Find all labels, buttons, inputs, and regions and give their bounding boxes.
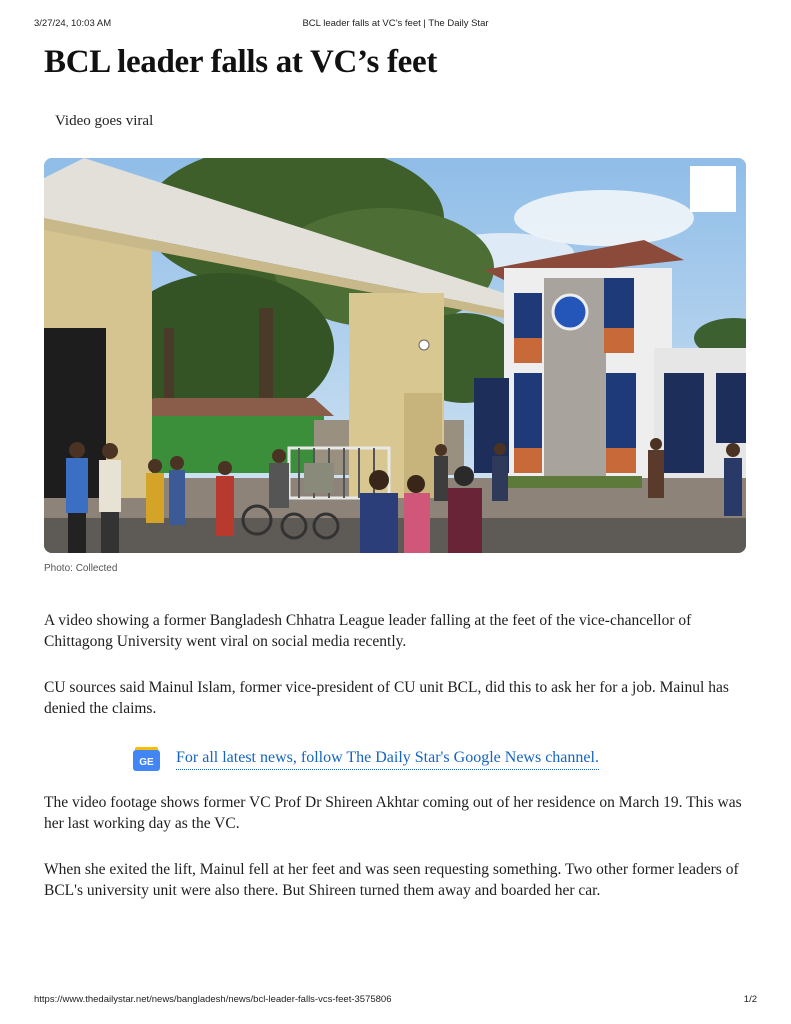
print-header [34, 18, 757, 32]
print-page-title: BCL leader falls at VC’s feet | The Daily Star [302, 18, 489, 29]
print-datetime: 3/27/24, 10:03 AM [34, 18, 112, 29]
google-news-link[interactable]: For all latest news, follow The Daily Star's Google News channel. [176, 748, 599, 770]
google-news-promo[interactable] [132, 744, 599, 774]
page-number: 1/2 [743, 994, 757, 1005]
google-news-icon-text: GE [139, 757, 154, 768]
print-url: https://www.thedailystar.net/news/bangladesh/news/bcl-leader-falls-vcs-feet-3575806 [34, 994, 392, 1005]
article-paragraph: A video showing a former Bangladesh Chhatra League leader falling at the feet of the vice-chancellor of Chittagong University went viral on social media recently. [44, 612, 692, 650]
photo-caption: Photo: Collected [44, 563, 118, 574]
article-subheadline: Video goes viral [55, 113, 154, 129]
article-headline: BCL leader falls at VC’s feet [44, 44, 438, 80]
google-news-icon[interactable] [132, 746, 161, 772]
article-paragraph: The video footage shows former VC Prof Dr Shireen Akhtar coming out of her residence on March 19. This was her last working day as the VC. [44, 794, 742, 832]
article-photo [44, 158, 746, 553]
print-footer [34, 994, 757, 1008]
article-paragraph: CU sources said Mainul Islam, former vice-president of CU unit BCL, did this to ask her for a job. Mainul has denied the claims. [44, 679, 729, 717]
article-paragraph: When she exited the lift, Mainul fell at her feet and was seen requesting something. Two other former leaders of BCL's university unit were also there. But Shireen turned them away and boarded her car. [44, 861, 739, 899]
